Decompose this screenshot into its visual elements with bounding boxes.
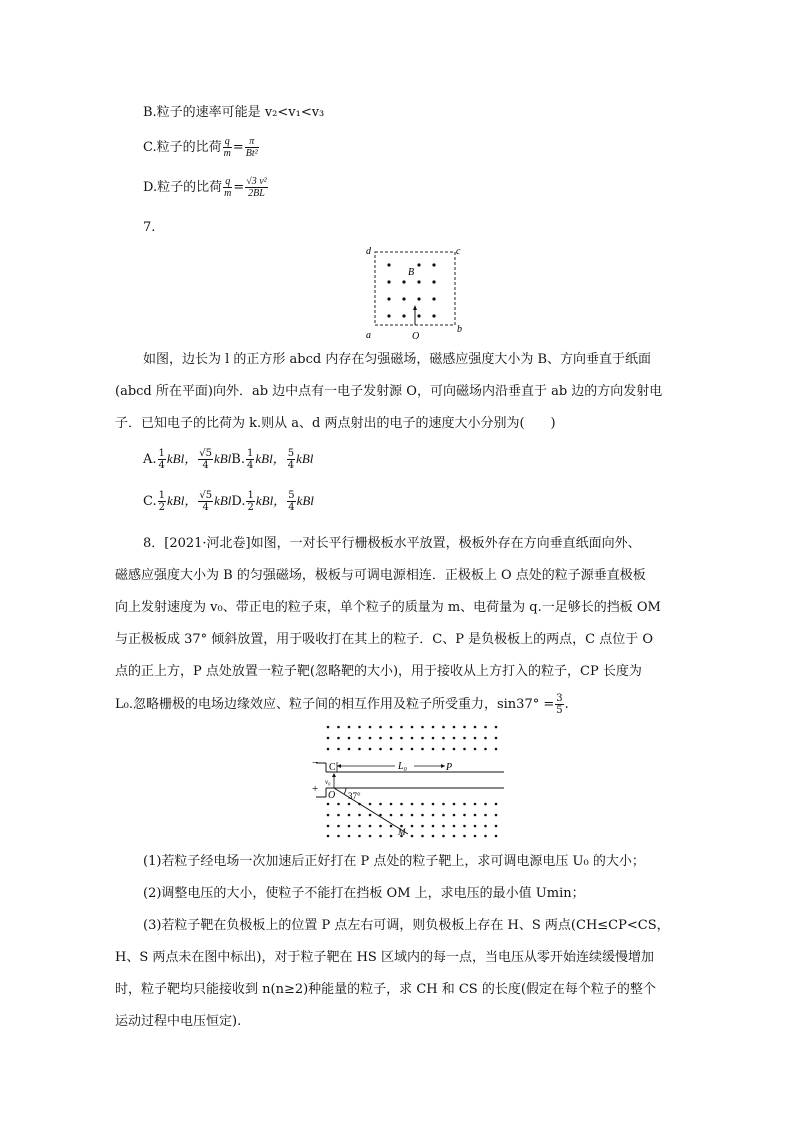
field-dot [474, 737, 477, 740]
field-dot [432, 726, 435, 729]
field-dot [387, 314, 390, 317]
q7-number: 7. [143, 220, 156, 235]
q7-c-f2-num: √5 [199, 490, 213, 501]
field-dot [402, 297, 405, 300]
field-dot [421, 814, 424, 817]
field-dot [390, 835, 393, 838]
q7-b-t2: kBl [296, 451, 314, 466]
field-dot [442, 737, 445, 740]
q7-a-t2: kBl [213, 451, 232, 466]
field-dot [390, 825, 393, 828]
sin-num: 3 [556, 693, 563, 704]
field-dot [348, 825, 351, 828]
q7-c-t1: kBl， [167, 493, 198, 508]
field-dot [421, 726, 424, 729]
q7-option-b-label: B. [231, 452, 245, 467]
field-dot [369, 726, 372, 729]
field-dot [358, 748, 361, 751]
field-dot [358, 726, 361, 729]
field-dot [390, 748, 393, 751]
q7-text-line3: 子．已知电子的比荷为 k.则从 a、d 两点射出的电子的速度大小分别为( ) [115, 416, 556, 431]
field-dot [358, 825, 361, 828]
field-dot [463, 835, 466, 838]
field-dot [411, 748, 414, 751]
field-dot [484, 835, 487, 838]
q8-sub3-line4: 运动过程中电压恒定). [115, 1014, 242, 1029]
field-dot [484, 825, 487, 828]
field-dot [474, 803, 477, 806]
field-dot [369, 748, 372, 751]
label-O: O [328, 790, 336, 801]
field-dot [390, 737, 393, 740]
field-dot [463, 825, 466, 828]
q8-field-dots [327, 726, 498, 838]
plus-sign: + [312, 783, 319, 795]
option-d-den: 2BL [248, 188, 265, 199]
label-P: P [446, 762, 453, 773]
q7-options-cd [143, 490, 314, 513]
minus-sign: − [312, 757, 319, 769]
option-c-m: m [223, 148, 231, 159]
field-dot [387, 280, 390, 283]
q7-c-f1-num: 1 [158, 490, 165, 501]
q7-option-a-label: A. [143, 452, 157, 467]
option-b: B.粒子的速率可能是 v₂<v₁<v₃ [143, 105, 325, 120]
field-dot [369, 825, 372, 828]
q8-sub2: (2)调整电压的大小，使粒子不能打在挡板 OM 上，求电压的最小值 Umin； [143, 886, 585, 901]
field-dot [387, 263, 390, 266]
field-dot [369, 814, 372, 817]
field-dot [327, 748, 330, 751]
label-angle: 37° [348, 791, 361, 801]
label-M: M [398, 827, 406, 837]
field-dot [358, 814, 361, 817]
field-dot [432, 314, 435, 317]
field-dot [432, 263, 435, 266]
field-dot [432, 748, 435, 751]
arrow-head [413, 305, 417, 310]
field-dot [417, 263, 420, 266]
label-d: d [366, 246, 371, 257]
field-dot [348, 835, 351, 838]
field-dot [327, 803, 330, 806]
label-v0: v₀ [325, 778, 331, 786]
q7-d-f1-num: 1 [247, 490, 254, 501]
q7-b-t1: kBl， [255, 451, 286, 466]
field-dot [432, 737, 435, 740]
field-dot [442, 825, 445, 828]
label-c: c [456, 246, 461, 257]
field-dot [484, 814, 487, 817]
option-d [143, 176, 269, 199]
field-dot [442, 835, 445, 838]
q8-line5: 点的正上方，P 点处放置一粒子靶(忽略靶的大小)，用于接收从上方打入的粒子，CP 长度为 [115, 664, 642, 679]
q7-b-f1-den: 4 [246, 460, 254, 471]
q8-line2: 磁感应强度大小为 B 的匀强磁场，极板与可调电源相连．正极板上 O 点处的粒子源垂直极板 [115, 568, 646, 583]
field-dot [417, 280, 420, 283]
field-dot [390, 814, 393, 817]
field-dot [348, 726, 351, 729]
field-dot [495, 803, 498, 806]
field-dot [348, 803, 351, 806]
field-dot [411, 726, 414, 729]
label-b: b [457, 324, 462, 335]
field-dot [421, 835, 424, 838]
field-dot [400, 748, 403, 751]
label-O: O [412, 331, 420, 342]
field-dot [348, 737, 351, 740]
q7-d-f2-num: 5 [288, 490, 295, 501]
q7-d-t1: kBl， [255, 493, 287, 508]
option-c-eq: = [232, 140, 244, 155]
field-dot [495, 748, 498, 751]
field-dot [390, 726, 393, 729]
field-dot [327, 835, 330, 838]
field-dot [400, 726, 403, 729]
q7-text-line2: (abcd 所在平面)向外．ab 边中点有一电子发射源 O，可向磁场内沿垂直于 ab 边的方向发射电 [115, 384, 663, 399]
q7-option-c-label: C. [143, 494, 157, 509]
q8-sub3-line2: H、S 两点未在图中标出)，对于粒子靶在 HS 区域内的每一点，当电压从零开始连续缓慢增加 [115, 950, 654, 965]
field-dot [463, 814, 466, 817]
field-dot [327, 737, 330, 740]
q7-figure [360, 242, 470, 342]
field-dot [348, 748, 351, 751]
field-dot [327, 814, 330, 817]
q7-text-line1: 如图，边长为 l 的正方形 abcd 内存在匀强磁场，磁感应强度大小为 B、方向垂直于纸面 [143, 352, 652, 367]
field-dot [379, 748, 382, 751]
field-dot [495, 737, 498, 740]
field-dot [337, 835, 340, 838]
field-dot [495, 814, 498, 817]
field-dot [442, 726, 445, 729]
field-dot [453, 803, 456, 806]
field-dot [484, 726, 487, 729]
field-dot [417, 314, 420, 317]
field-dot [379, 825, 382, 828]
field-dot [463, 803, 466, 806]
field-dot [379, 737, 382, 740]
field-dot [474, 748, 477, 751]
q8-line3: 向上发射速度为 v₀、带正电的粒子束，单个粒子的质量为 m、电荷量为 q.一足够长的挡板 OM [115, 600, 661, 615]
field-dot [432, 835, 435, 838]
q8-sub1: (1)若粒子经电场一次加速后正好打在 P 点处的粒子靶上，求可调电源电压 U₀ 的大小； [143, 854, 645, 869]
option-d-q: q [223, 176, 232, 188]
field-dot [337, 803, 340, 806]
baffle-OM [334, 788, 408, 834]
field-dot [390, 803, 393, 806]
field-dot [432, 803, 435, 806]
field-dot [411, 814, 414, 817]
field-dot [474, 825, 477, 828]
option-d-m: m [224, 188, 232, 199]
field-dot [337, 825, 340, 828]
field-dot [432, 814, 435, 817]
field-dot [421, 737, 424, 740]
field-dot [379, 726, 382, 729]
field-dot [453, 748, 456, 751]
field-dot [453, 835, 456, 838]
field-dot [474, 726, 477, 729]
q7-options-ab [143, 448, 313, 471]
q8-line6-text: L₀.忽略栅极的电场边缘效应、粒子间的相互作用及粒子所受重力，sin37° = [115, 697, 555, 712]
field-dot [453, 737, 456, 740]
option-d-eq: = [233, 180, 245, 195]
field-dot [442, 814, 445, 817]
option-c-prefix: C.粒子的比荷 [143, 140, 222, 155]
field-dot [421, 825, 424, 828]
field-dot [463, 737, 466, 740]
field-dot [484, 737, 487, 740]
field-dot [402, 314, 405, 317]
q7-b-f2-den: 4 [287, 460, 295, 471]
q7-d-f1-den: 2 [247, 502, 254, 513]
option-d-num: √3 v² [246, 176, 267, 187]
option-d-prefix: D.粒子的比荷 [143, 180, 223, 195]
field-dot [327, 825, 330, 828]
field-dot [400, 814, 403, 817]
label-C: C [329, 762, 336, 773]
field-dot [432, 825, 435, 828]
field-dot [369, 835, 372, 838]
q7-a-f1-num: 1 [158, 448, 165, 459]
field-dot [400, 737, 403, 740]
field-dot [484, 748, 487, 751]
option-c-num: π [245, 136, 259, 148]
field-dot [369, 737, 372, 740]
q8-sub3-line1: (3)若粒子靶在负极板上的位置 P 点左右可调，则负极板上存在 H、S 两点(CH≤CP<CS， [143, 918, 670, 933]
field-dot [379, 835, 382, 838]
field-dot [411, 803, 414, 806]
field-dot [484, 803, 487, 806]
field-dot [453, 814, 456, 817]
q7-c-f1-den: 2 [158, 502, 165, 513]
q7-a-f2-den: 4 [202, 460, 209, 471]
field-dot [442, 748, 445, 751]
q7-c-f2-den: 4 [202, 502, 209, 513]
q7-a-f2-num: √5 [199, 448, 212, 459]
angle-arc [344, 788, 346, 794]
field-dot [337, 737, 340, 740]
field-dot [400, 803, 403, 806]
q8-sub3-line3: 时，粒子靶均只能接收到 n(n≥2)种能量的粒子，求 CH 和 CS 的长度(假定在每个粒子的整个 [115, 982, 656, 997]
field-dot [358, 737, 361, 740]
option-c [143, 136, 260, 159]
field-dot [379, 803, 382, 806]
field-dot [432, 297, 435, 300]
field-dot [474, 814, 477, 817]
q7-option-d-label: D. [231, 494, 246, 509]
field-dot [387, 297, 390, 300]
field-dot [411, 835, 414, 838]
field-dot [411, 825, 414, 828]
field-dot [495, 825, 498, 828]
sin-den: 5 [556, 705, 563, 716]
q7-d-t2: kBl [296, 493, 314, 508]
q7-c-t2: kBl [214, 493, 232, 508]
q8-figure [310, 722, 510, 840]
field-dot [337, 748, 340, 751]
field-dot [432, 280, 435, 283]
field-dot [421, 748, 424, 751]
field-dot [463, 748, 466, 751]
field-dot [402, 280, 405, 283]
q7-a-t1: kBl， [166, 451, 198, 466]
field-dot [327, 726, 330, 729]
label-a: a [366, 330, 371, 341]
q7-b-f1-num: 1 [246, 448, 254, 459]
field-dot [495, 835, 498, 838]
q8-line4: 与正极板成 37° 倾斜放置，用于吸收打在其上的粒子．C、P 是负极板上的两点，C 点位于 O [115, 632, 654, 647]
field-dot [417, 297, 420, 300]
field-dot [453, 825, 456, 828]
field-dot [369, 803, 372, 806]
field-dot [463, 726, 466, 729]
q8-line6: L₀.忽略栅极的电场边缘效应、粒子间的相互作用及粒子所受重力，sin37° = $\frac{3}{5}$ . [115, 693, 569, 716]
field-dot [474, 835, 477, 838]
field-dot [411, 737, 414, 740]
field-dot [337, 726, 340, 729]
field-dot [421, 803, 424, 806]
label-B: B [408, 267, 415, 278]
q7-b-f2-num: 5 [287, 448, 295, 459]
field-dot [348, 814, 351, 817]
q7-a-f1-den: 4 [158, 460, 165, 471]
field-dot [442, 803, 445, 806]
q8-line1: 8．[2021·河北卷]如图，一对长平行栅极板水平放置，极板外存在方向垂直纸面向外、 [143, 536, 641, 551]
field-dot [453, 726, 456, 729]
option-c-q: q [223, 136, 232, 148]
field-dot [337, 814, 340, 817]
option-c-den: Bt² [245, 148, 258, 159]
field-dot [358, 835, 361, 838]
field-dot [495, 726, 498, 729]
label-L0: L₀ [398, 761, 408, 772]
q7-d-f2-den: 4 [288, 502, 295, 513]
